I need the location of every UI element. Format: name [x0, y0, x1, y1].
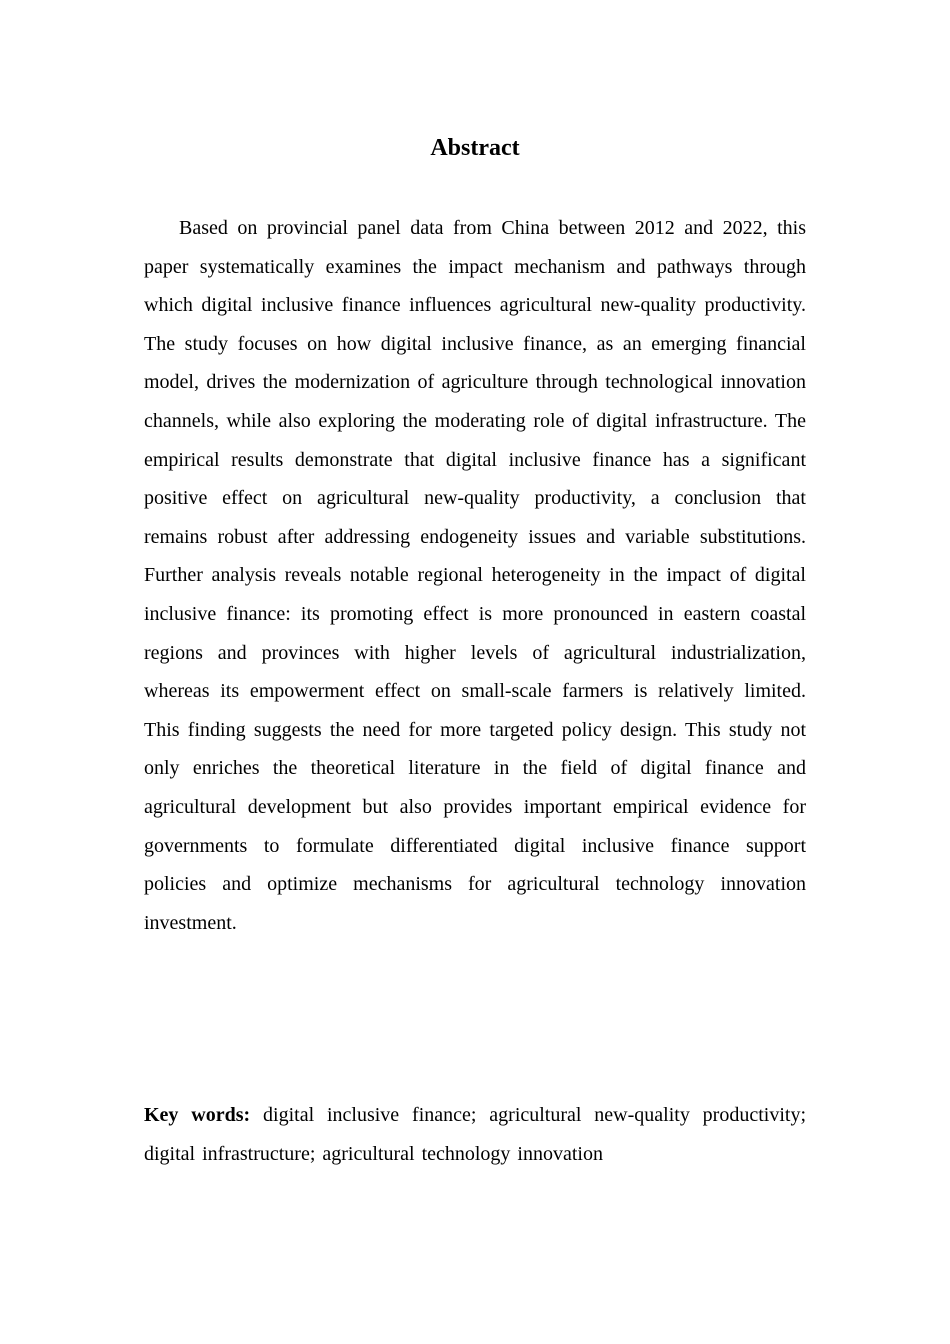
keywords-list: digital inclusive finance; agricultural new-quality productivity; digital infrastructure; agricultural technology innovation: [144, 1104, 807, 1165]
keywords-paragraph: [144, 1096, 806, 1173]
abstract-paragraph: Based on provincial panel data from China between 2012 and 2022, this paper systematically examines the impact mechanism and pathways through which digital inclusive finance influences agricultural new-quality productivity. The study focuses on how digital inclusive finance, as an emerging financial model, drives the modernization of agriculture through technological innovation channels, while also exploring the moderating role of digital infrastructure. The empirical results demonstrate that digital inclusive finance has a significant positive effect on agricultural new-quality productivity, a conclusion that remains robust after addressing endogeneity issues and variable substitutions. Further analysis reveals notable regional heterogeneity in the impact of digital inclusive finance: its promoting effect is more pronounced in eastern coastal regions and provinces with higher levels of agricultural industrialization, whereas its empowerment effect on small-scale farmers is relatively limited. This finding suggests the need for more targeted policy design. This study not only enriches the theoretical literature in the field of digital finance and agricultural development but also provides important empirical evidence for governments to formulate differentiated digital inclusive finance support policies and optimize mechanisms for agricultural technology innovation investment.: [144, 217, 806, 934]
keywords-label: Key words:: [144, 1104, 251, 1126]
page-title: Abstract: [430, 135, 520, 161]
